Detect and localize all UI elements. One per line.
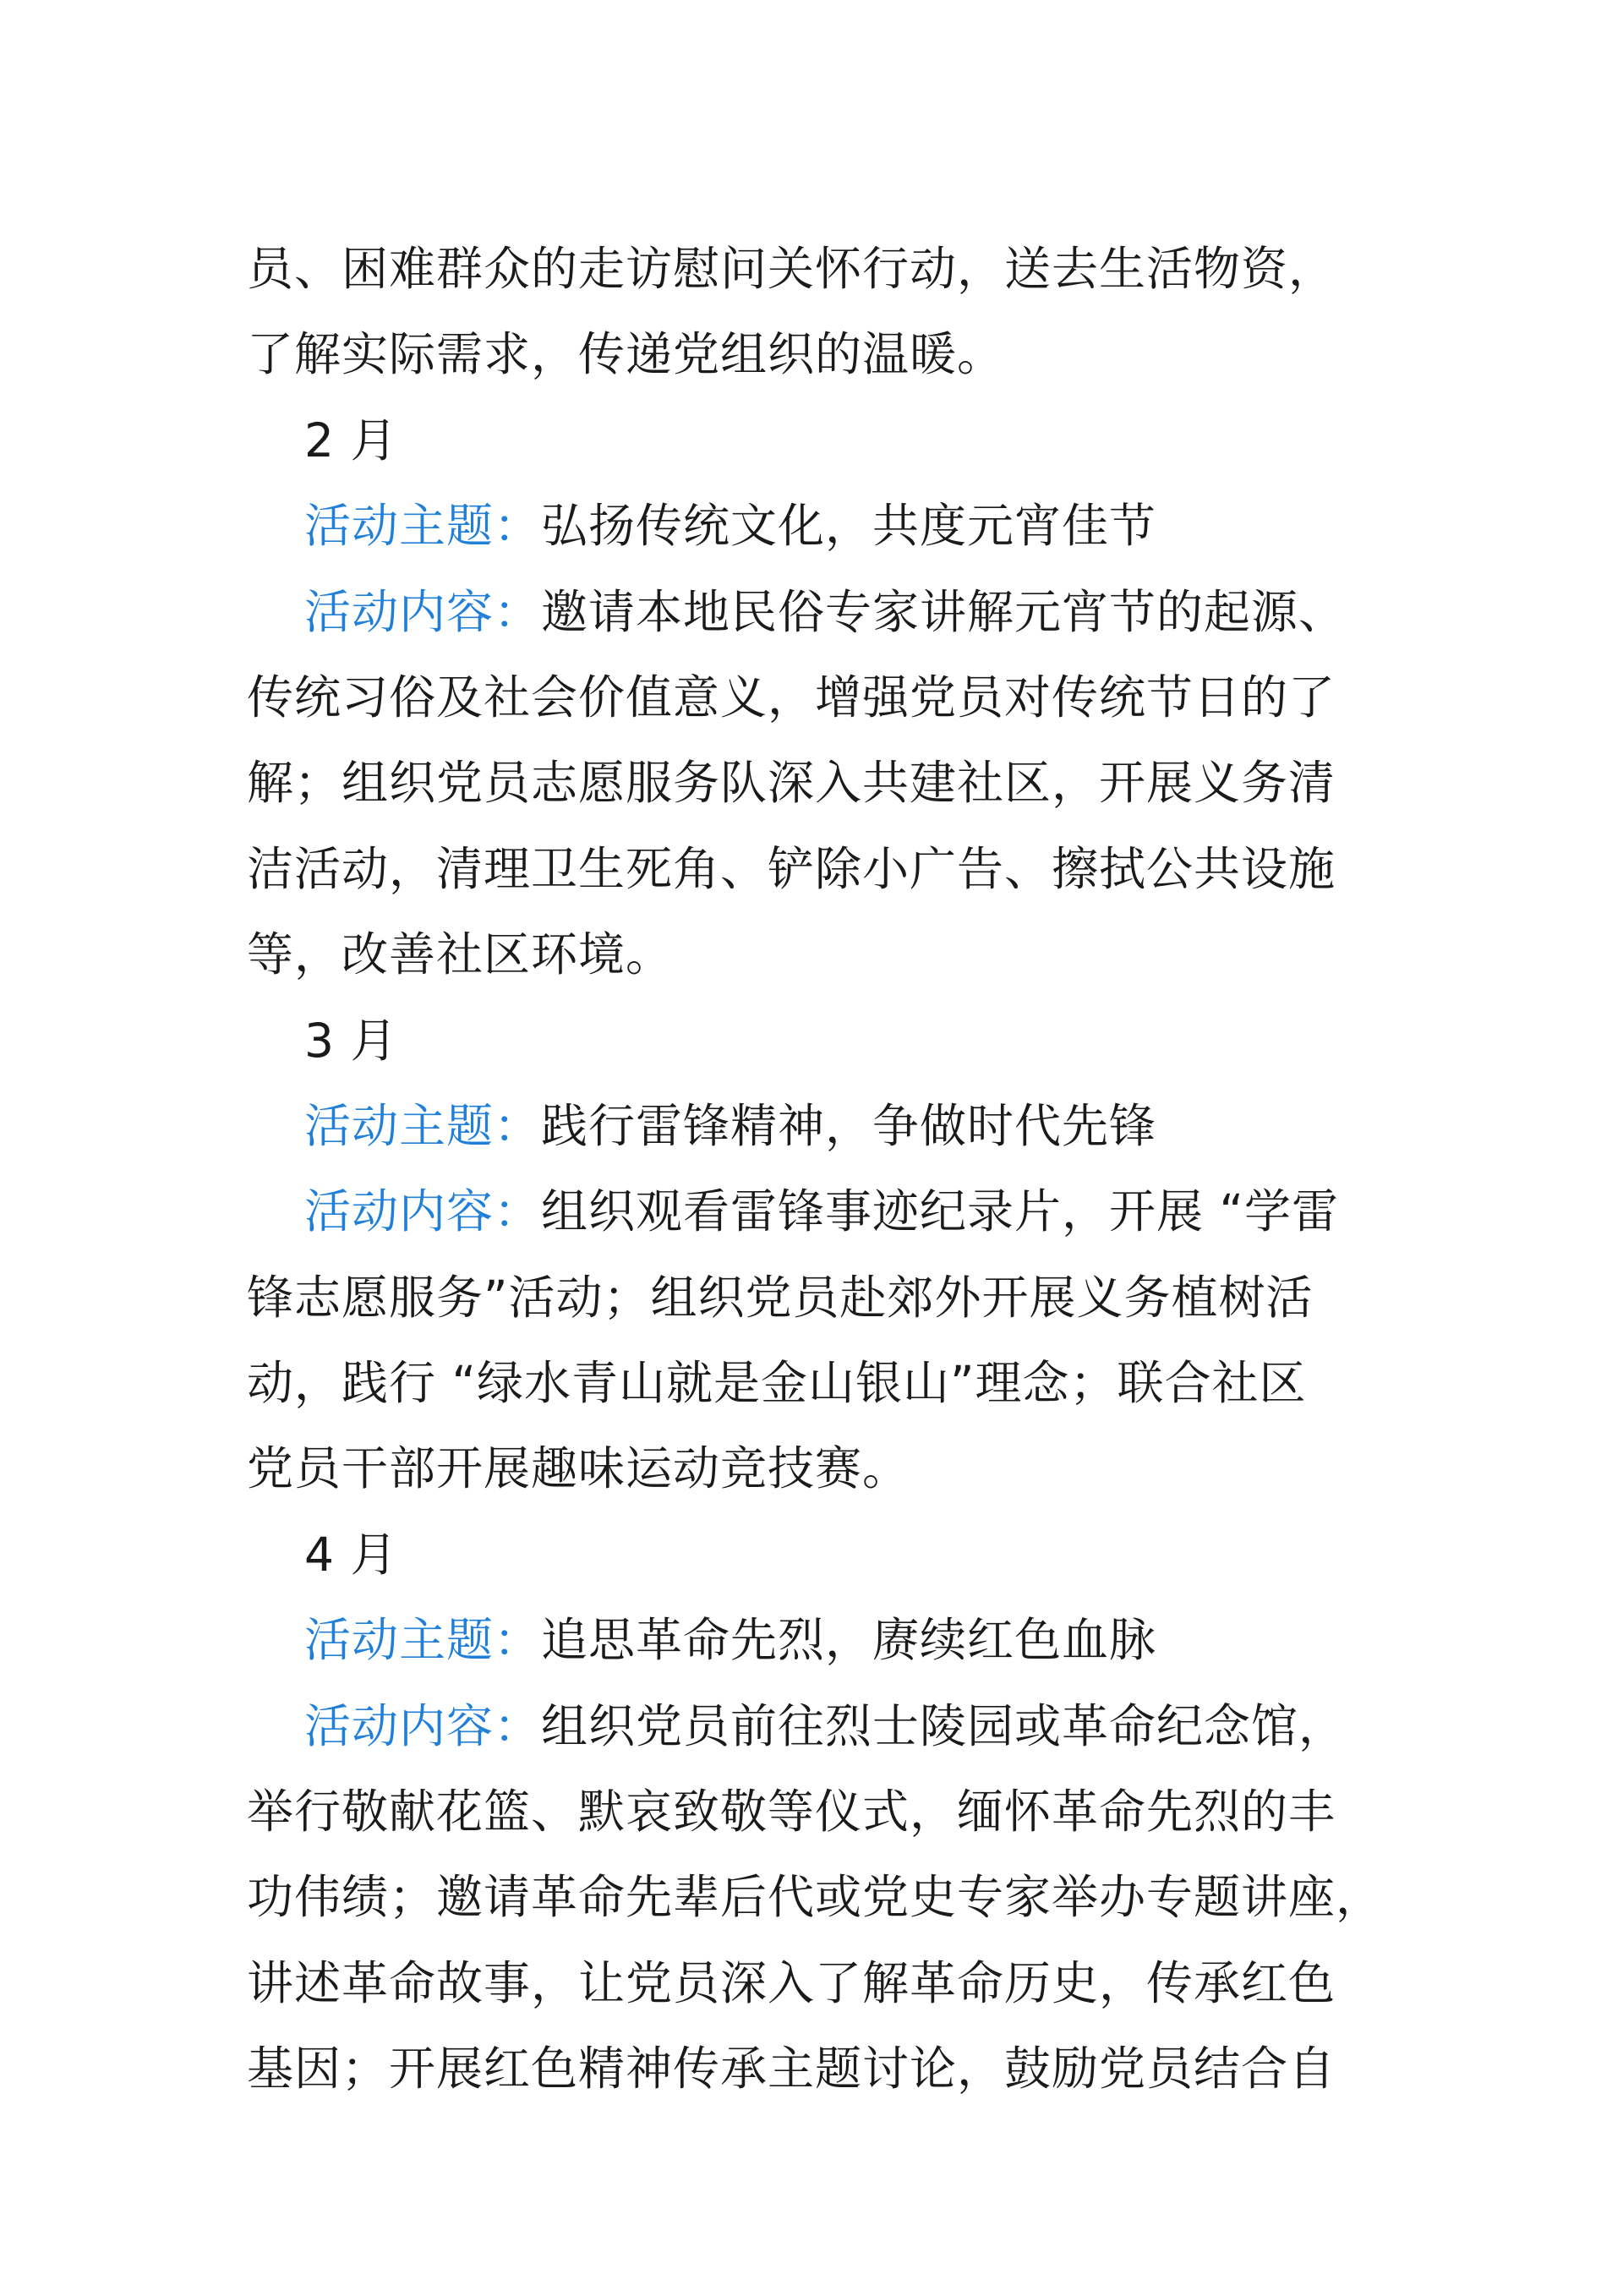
content-label: 活动内容：: [304, 584, 542, 639]
theme-line: [247, 484, 1371, 569]
content-line: 等，改善社区环境。: [247, 927, 674, 982]
content-label: 活动内容：: [304, 1184, 542, 1239]
content-line: 解；组织党员志愿服务队深入共建社区，开展义务清: [247, 756, 1336, 811]
month-heading: 4 月: [304, 1527, 398, 1582]
month-heading: 3 月: [304, 1013, 398, 1068]
content-line: 基因；开展红色精神传承主题讨论，鼓励党员结合自: [247, 2042, 1336, 2096]
theme-text: 追思革命先烈，赓续红色血脉: [541, 1613, 1157, 1668]
content-text: 组织观看雷锋事迹纪录片，开展 “学雷: [541, 1184, 1339, 1239]
document-page: [247, 227, 1384, 2113]
content-line: 党员干部开展趣味运动竞技赛。: [247, 1441, 910, 1496]
intro-line: 了解实际需求，传递党组织的温暖。: [247, 327, 1005, 382]
theme-label: 活动主题：: [304, 499, 542, 554]
content-line: 讲述革命故事，让党员深入了解革命历史，传承红色: [247, 1955, 1336, 2010]
content-line: [247, 1684, 1371, 1769]
content-line: 动，践行 “绿水青山就是金山银山”理念；联合社区: [247, 1356, 1307, 1411]
theme-line: [247, 1598, 1371, 1683]
theme-label: 活动主题：: [304, 1098, 542, 1153]
content-line: 传统习俗及社会价值意义，增强党员对传统节日的了: [247, 670, 1336, 724]
intro-line: 员、困难群众的走访慰问关怀行动，送去生活物资，: [247, 242, 1336, 296]
content-line: 举行敬献花篮、默哀致敬等仪式，缅怀革命先烈的丰: [247, 1785, 1336, 1840]
content-line: [247, 1169, 1371, 1255]
content-line: 洁活动，清理卫生死角、铲除小广告、擦拭公共设施: [247, 841, 1336, 896]
theme-text: 弘扬传统文化，共度元宵佳节: [541, 499, 1157, 554]
content-line: 锋志愿服务”活动；组织党员赴郊外开展义务植树活: [247, 1270, 1314, 1325]
theme-text: 践行雷锋精神，争做时代先锋: [541, 1098, 1157, 1153]
theme-line: [247, 1084, 1371, 1169]
content-line: [247, 570, 1371, 655]
content-label: 活动内容：: [304, 1698, 542, 1753]
theme-label: 活动主题：: [304, 1613, 542, 1668]
content-text: 邀请本地民俗专家讲解元宵节的起源、: [541, 584, 1347, 639]
content-text: 组织党员前往烈士陵园或革命纪念馆，: [541, 1698, 1347, 1753]
content-line: 功伟绩；邀请革命先辈后代或党史专家举办专题讲座，: [247, 1870, 1384, 1925]
month-heading: 2 月: [304, 413, 398, 467]
